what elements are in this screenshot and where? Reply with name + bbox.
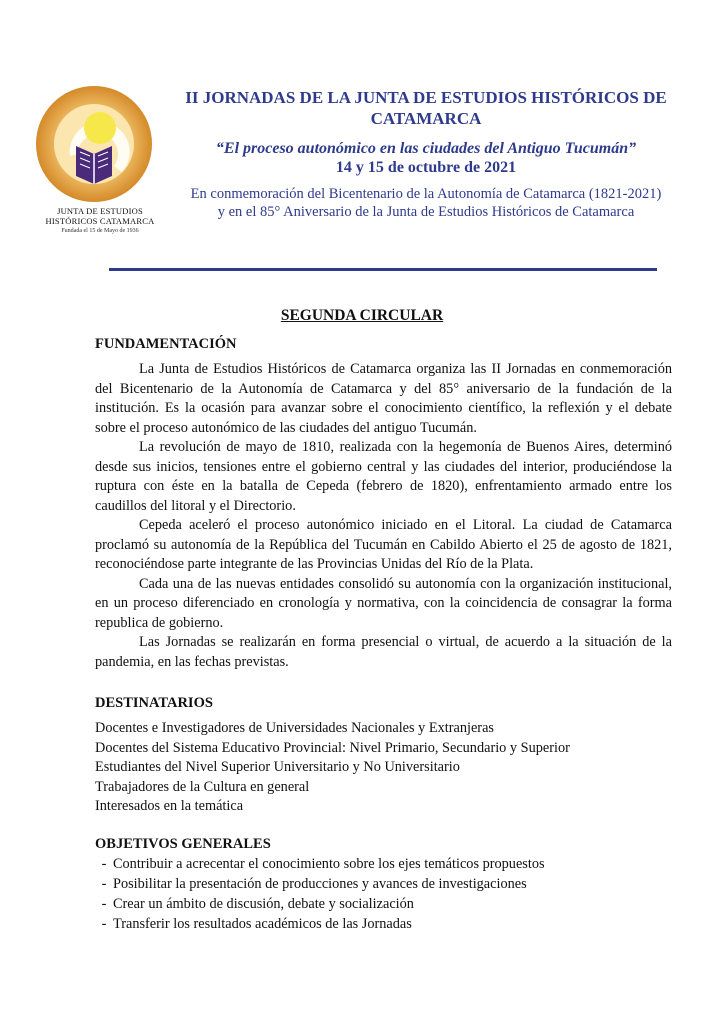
circular-title: SEGUNDA CIRCULAR [280,307,444,324]
event-dates: 14 y 15 de octubre de 2021 [335,159,517,176]
list-item-text: Contribuir a acrecentar el conocimiento sobre los ejes temáticos propuestos [113,856,545,872]
header-divider [109,268,657,271]
list-item [95,854,685,874]
list-item: Trabajadores de la Cultura en general [95,778,310,795]
objetivos-heading: OBJETIVOS GENERALES [95,836,271,852]
fundamentacion-heading: FUNDAMENTACIÓN [95,336,237,352]
list-item-text: Posibilitar la presentación de producciones y avances de investigaciones [113,876,527,892]
list-item: Interesados en la temática [95,798,244,815]
page-title [166,87,686,129]
bullet-dash: - [101,916,107,932]
fundamentacion-body [95,360,672,672]
list-item: Docentes e Investigadores de Universidades Nacionales y Extranjeras [95,720,494,736]
paragraph: Las Jornadas se realizarán en forma presencial o virtual, de acuerdo a la situación de la pandemia, en las fechas previstas. [95,634,672,670]
logo-text-line1: JUNTA DE ESTUDIOS [57,206,143,216]
commemoration-text [166,185,686,221]
title-line1: II JORNADAS DE LA JUNTA DE ESTUDIOS HISTÓRICOS DE [185,88,667,107]
list-item [95,914,685,934]
title-line2: CATAMARCA [370,109,482,128]
event-subtitle: “El proceso autonómico en las ciudades del Antiguo Tucumán” [215,140,637,157]
list-item-text: Transferir los resultados académicos de las Jornadas [113,916,412,932]
logo-emblem-icon [30,84,158,208]
destinatarios-list [95,719,685,817]
paragraph: La Junta de Estudios Históricos de Catamarca organiza las II Jornadas en conmemoración del Bicentenario de la Autonomía de Catamarca y del 85° aniversario de la fundación de la institución. Es la ocasión para avanzar sobre el conocimiento científico, la reflexión y el debate sobre el proceso autonómico de las ciudades del antiguo Tucumán. [95,361,672,436]
list-item: Estudiantes del Nivel Superior Universitario y No Universitario [95,759,460,776]
objetivos-list [95,854,685,934]
logo-founded-text: Fundada el 15 de Mayo de 1936 [61,228,139,234]
commemoration-line1: En conmemoración del Bicentenario de la Autonomía de Catamarca (1821-2021) [190,186,662,202]
bullet-dash: - [101,896,107,912]
logo-text-line2: HISTÓRICOS CATAMARCA [45,216,155,226]
list-item: Docentes del Sistema Educativo Provincial: Nivel Primario, Secundario y Superior [95,739,570,756]
bullet-dash: - [101,856,107,872]
destinatarios-heading: DESTINATARIOS [95,695,213,711]
bullet-dash: - [101,876,107,892]
list-item [95,894,685,914]
paragraph: La revolución de mayo de 1810, realizada con la hegemonía de Buenos Aires, determinó desde sus inicios, tensiones entre el gobierno central y las ciudades del interior, produciéndose la ruptura con éste en la batalla de Cepeda (febrero de 1820), enfrentamiento armado entre los caudillos del litoral y el Directorio. [95,439,672,514]
commemoration-line2: y en el 85° Aniversario de la Junta de Estudios Históricos de Catamarca [217,204,635,220]
list-item-text: Crear un ámbito de discusión, debate y socialización [113,896,414,912]
paragraph: Cepeda aceleró el proceso autonómico iniciado en el Litoral. La ciudad de Catamarca proclamó su autonomía de la República del Tucumán en Cabildo Abierto el 25 de agosto de 1821, reconociéndose parte integrante de las Provincias Unidas del Río de la Plata. [95,517,672,572]
institution-logo [30,84,158,242]
paragraph: Cada una de las nuevas entidades consolidó su autonomía con la organización institucional, en un proceso diferenciado en cronología y normativa, con la coincidencia de consagrar la forma republica de gobierno. [95,575,672,631]
list-item [95,874,685,894]
